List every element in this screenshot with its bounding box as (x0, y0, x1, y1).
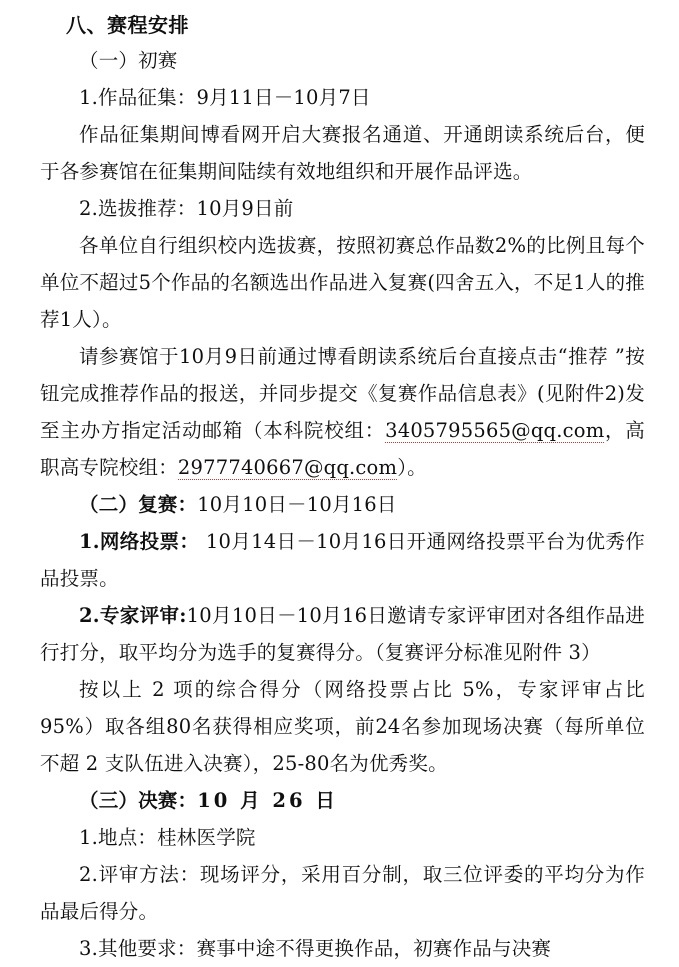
item-work-collection-title: 1.作品征集：9月11日－10月7日 (79, 86, 371, 109)
item-other-requirements: 3.其他要求：赛事中途不得更换作品，初赛作品与决赛 (79, 937, 552, 960)
submission-text-part3: ）。 (397, 456, 427, 479)
item-venue: 1.地点：桂林医学院 (79, 826, 256, 849)
subsection-semifinal-dates: 10月10日－10月16日 (197, 493, 397, 516)
item-expert-review-text: 10月10日－10月16日邀请专家评审团对各组作品进行打分，取平均分为选手的复赛得分。（复赛评分标准见附件 3） (40, 604, 645, 664)
subsection-semifinal (40, 486, 645, 523)
email-undergraduate[interactable]: 3405795565@qq.com (385, 419, 605, 442)
subsection-final-date: 10 月 26 日 (197, 789, 338, 812)
item-selection-recommend-title: 2.选拔推荐：10月9日前 (79, 197, 294, 220)
paragraph-submission (40, 338, 645, 486)
subsection-final-label: （三）决赛： (79, 789, 198, 812)
item-online-vote-text: 10月14日－10月16日开通网络投票平台为优秀作品投票。 (40, 530, 646, 590)
subsection-preliminary: （一）初赛 (79, 49, 178, 72)
section-heading-text: 八、赛程安排 (66, 13, 189, 37)
submission-text-part2: ，高职高专院校组： (40, 419, 645, 479)
item-online-vote-label: 1.网络投票： (79, 530, 200, 553)
page-title (40, 10, 645, 40)
item-online-vote (40, 523, 645, 597)
item-expert-review-label: 2.专家评审: (79, 604, 187, 627)
item-expert-review (40, 597, 645, 671)
subsection-final (40, 782, 645, 819)
subsection-semifinal-label: （二）复赛： (79, 493, 198, 516)
email-vocational[interactable]: 2977740667@qq.com (177, 456, 398, 479)
paragraph-work-collection: 作品征集期间博看网开启大赛报名通道、开通朗读系统后台，便于各参赛馆在征集期间陆续有效地组织和开展作品评选。 (40, 123, 645, 183)
item-review-method: 2.评审方法：现场评分，采用百分制，取三位评委的平均分为作品最后得分。 (40, 863, 645, 923)
submission-text-part1: 请参赛馆于10月9日前通过博看朗读系统后台直接点击“推荐 ”按钮完成推荐作品的报送，并同步提交《复赛作品信息表》(见附件2)发至主办方指定活动邮箱（本科院校组： (40, 345, 645, 442)
paragraph-selection-rule: 各单位自行组织校内选拔赛，按照初赛总作品数2%的比例且每个单位不超过5个作品的名额选出作品进入复赛(四舍五入，不足1人的推荐1人）。 (40, 234, 645, 331)
paragraph-score-rule: 按以上 2 项的综合得分（网络投票占比 5%，专家评审占比 95%）取各组80名获得相应奖项，前24名参加现场决赛（每所单位不超 2 支队伍进入决赛），25-80名为优秀奖。 (40, 678, 645, 775)
